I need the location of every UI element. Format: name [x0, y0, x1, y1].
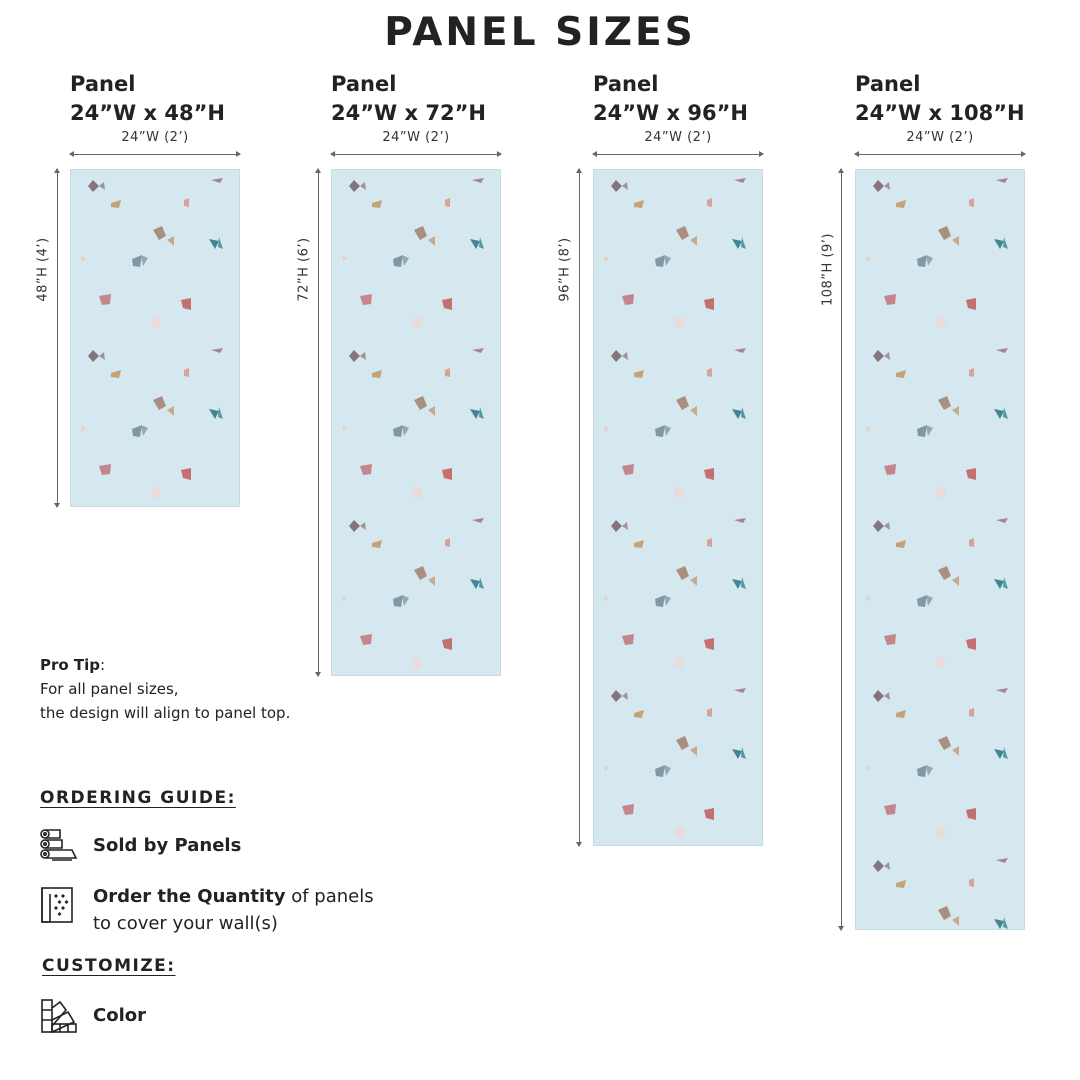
color-label: Color: [93, 1005, 146, 1026]
panel-size: 24”W x 96”H: [593, 101, 748, 125]
page-title: PANEL SIZES: [384, 10, 696, 55]
wallpaper-panel: [70, 169, 240, 507]
customize-heading: CUSTOMIZE:: [42, 956, 176, 976]
width-dimension-label: 24”W (2’): [382, 130, 450, 145]
sold-by-panels-text: [93, 832, 241, 859]
width-arrow-icon: [593, 154, 763, 155]
order-quantity-line2: to cover your wall(s): [93, 913, 278, 934]
panel-size: 24”W x 72”H: [331, 101, 486, 125]
panel-heading: [855, 70, 1080, 128]
height-dimension-label: 72”H (6’): [296, 237, 312, 302]
panel-label: Panel: [331, 72, 397, 96]
sold-by-label: Sold by Panels: [93, 835, 242, 856]
width-arrow-icon: [331, 154, 501, 155]
height-arrow-icon: [841, 169, 842, 930]
panel-size: 24”W x 108”H: [855, 101, 1025, 125]
color-text: [93, 1002, 146, 1029]
sold-by-panels-row: [38, 826, 242, 868]
ordering-guide-heading: ORDERING GUIDE:: [40, 788, 236, 808]
width-arrow-icon: [70, 154, 240, 155]
order-quantity-text: [93, 883, 374, 937]
width-dimension-label: 24”W (2’): [644, 130, 712, 145]
height-dimension-label: 108”H (9’): [820, 233, 836, 307]
order-quantity-row: [38, 884, 374, 934]
panel-label: Panel: [70, 72, 136, 96]
wallpaper-sheet-icon: [38, 884, 80, 926]
pro-tip-line: the design will align to panel top.: [40, 704, 291, 722]
height-arrow-icon: [318, 169, 319, 676]
panel-label: Panel: [855, 72, 921, 96]
color-row: [38, 996, 146, 1038]
wallpaper-panel: [855, 169, 1025, 930]
panel-size: 24”W x 48”H: [70, 101, 225, 125]
wallpaper-panel: [593, 169, 763, 846]
panel-heading: [593, 70, 833, 128]
rolls-icon: [38, 826, 80, 868]
pro-tip-colon: :: [100, 656, 106, 674]
width-dimension-label: 24”W (2’): [121, 130, 189, 145]
pro-tip-label: Pro Tip: [40, 656, 101, 674]
width-dimension-label: 24”W (2’): [906, 130, 974, 145]
pro-tip: [40, 653, 290, 725]
width-arrow-icon: [855, 154, 1025, 155]
panel-heading: [331, 70, 571, 128]
order-quantity-bold: Order the Quantity: [93, 886, 286, 907]
height-dimension-label: 48”H (4’): [35, 237, 51, 302]
wallpaper-panel: [331, 169, 501, 676]
height-dimension-label: 96”H (8’): [557, 237, 573, 302]
panel-heading: [70, 70, 310, 128]
height-arrow-icon: [579, 169, 580, 846]
height-arrow-icon: [57, 169, 58, 507]
swatch-fan-icon: [38, 996, 80, 1038]
pro-tip-line: For all panel sizes,: [40, 680, 179, 698]
panel-label: Panel: [593, 72, 659, 96]
order-quantity-rest: of panels: [285, 886, 374, 907]
